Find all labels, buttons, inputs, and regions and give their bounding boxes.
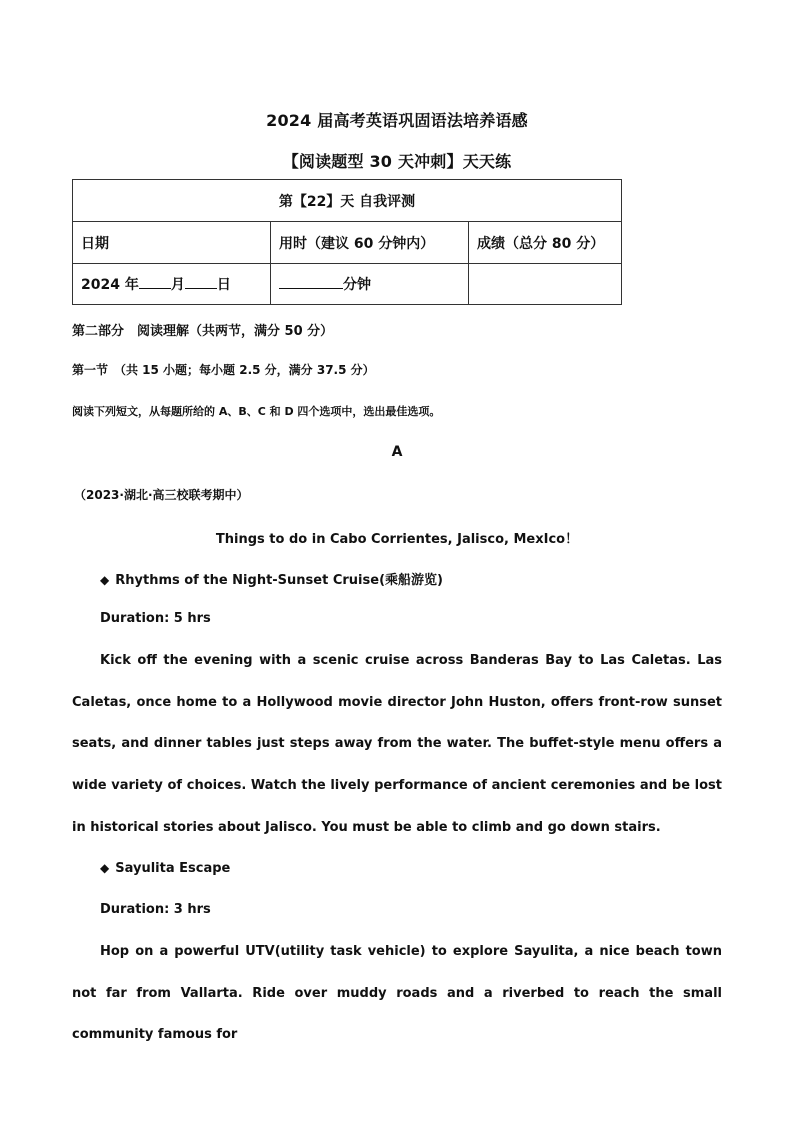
date-label: 日期 <box>73 222 271 264</box>
table-header: 第【22】天 自我评测 <box>73 180 622 222</box>
time-unit: 分钟 <box>343 277 371 293</box>
document-title: 2024 届高考英语巩固语法培养语感 <box>266 111 528 130</box>
score-label: 成绩（总分 80 分） <box>469 222 622 264</box>
self-assessment-table <box>72 179 622 305</box>
passage-letter: A <box>391 444 403 460</box>
subsection-title: 第一节 （共 15 小题；每小题 2.5 分，满分 37.5 分） <box>72 363 375 377</box>
date-field[interactable] <box>73 264 271 305</box>
passage-source: （2023·湖北·高三校联考期中） <box>74 488 249 502</box>
list-item <box>100 861 230 876</box>
activity-description: Hop on a powerful UTV(utility task vehicle) to explore Sayulita, a nice beach town not far from Vallarta. Ride over muddy roads and a riverbed to reach the small community famous for <box>72 944 722 1043</box>
date-month: 月 <box>170 277 185 293</box>
activity-duration: Duration: 3 hrs <box>100 902 211 917</box>
passage-title: Things to do in Cabo Corrientes, Jalisco, MexIco！ <box>215 532 579 547</box>
activity-duration: Duration: 5 hrs <box>100 611 211 626</box>
activity-description: Kick off the evening with a scenic cruise across Banderas Bay to Las Caletas. Las Caletas, once home to a Hollywood movie director John Huston, offers front-row sunset seats, and dinner tables just steps away from the water. The buffet-style menu offers a wide variety of choices. Watch the lively performance of ancient ceremonies and be lost in historical stories about Jalisco. You must be able to climb and go down stairs. <box>72 653 722 835</box>
activity-name: Rhythms of the Night-Sunset Cruise(乘船游览) <box>115 573 443 588</box>
document-subtitle: 【阅读题型 30 天冲刺】天天练 <box>282 152 512 171</box>
score-field[interactable] <box>469 264 622 305</box>
day-blank[interactable] <box>185 287 217 289</box>
instructions: 阅读下列短文，从每题所给的 A、B、C 和 D 四个选项中，选出最佳选项。 <box>72 405 441 418</box>
list-item <box>100 569 443 588</box>
activity-name: Sayulita Escape <box>115 861 231 876</box>
date-day: 日 <box>216 277 231 293</box>
minutes-blank[interactable] <box>279 287 343 289</box>
diamond-bullet-icon: ◆ <box>100 861 110 875</box>
time-label: 用时（建议 60 分钟内） <box>271 222 469 264</box>
diamond-bullet-icon: ◆ <box>100 573 110 587</box>
section-title: 第二部分 阅读理解（共两节，满分 50 分） <box>72 324 334 339</box>
month-blank[interactable] <box>139 287 171 289</box>
time-field[interactable] <box>271 264 469 305</box>
date-year: 2024 年 <box>81 277 139 293</box>
